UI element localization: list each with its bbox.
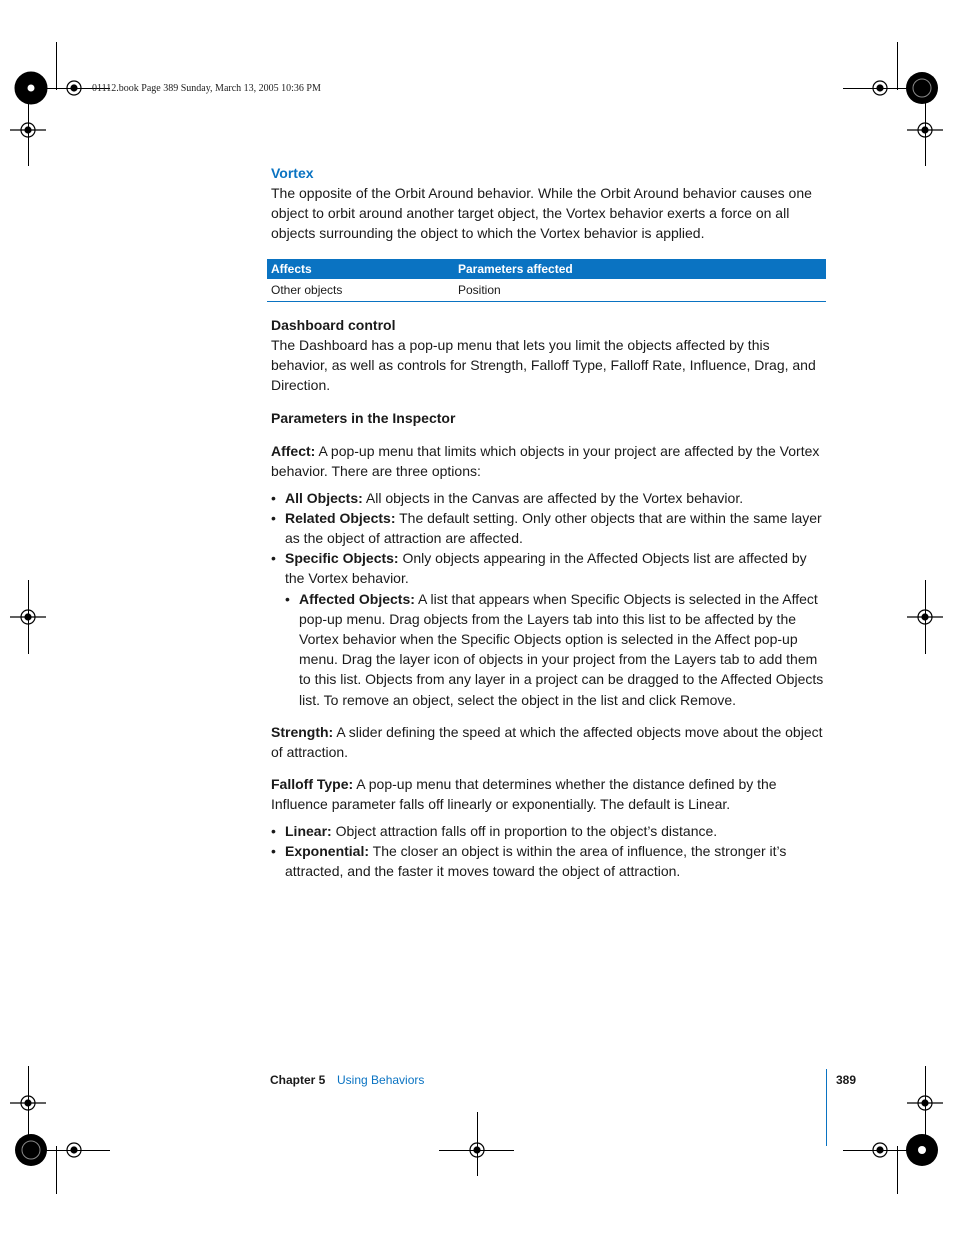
option-term: Specific Objects: — [285, 550, 399, 567]
affect-text: A pop-up menu that limits which objects in your project are affected by the Vortex behavior. There are three options: — [271, 443, 820, 480]
table-header-affects: Affects — [267, 259, 454, 279]
footer-chapter-title: Using Behaviors — [337, 1073, 425, 1087]
table-header-row — [267, 259, 826, 279]
option-text: The default setting. Only other objects that are within the same layer as the object of attraction are affected. — [285, 509, 822, 547]
affect-paragraph — [271, 441, 827, 481]
option-term: Affected Objects: — [299, 590, 415, 607]
list-item — [271, 488, 827, 508]
falloff-text: A pop-up menu that determines whether the distance defined by the Influence parameter falls off linearly or exponentially. The default is Linear. — [271, 776, 777, 813]
list-item — [271, 508, 827, 548]
print-slug: 01112.book Page 389 Sunday, March 13, 2005 10:36 PM — [92, 83, 321, 94]
table-row — [267, 279, 826, 302]
table-header-parameters: Parameters affected — [454, 259, 826, 279]
page-number: 389 — [836, 1073, 857, 1087]
starburst-icon — [15, 72, 47, 104]
dashboard-heading: Dashboard control — [271, 316, 396, 333]
intro-paragraph: The opposite of the Orbit Around behavior. While the Orbit Around behavior causes one object to orbit around another target object, the Vortex behavior exerts a force on all objects surrounding the object to which the Vortex behavior is applied. — [271, 185, 812, 242]
option-text: A list that appears when Specific Objects is selected in the Affect pop-up menu. Drag objects from the Layers tab into this list to be affected by the Vortex behavior when the Specific Objects option is selected in the Affect pop-up menu. Drag the layer icon of objects in your project from the Layers tab to add them to this list. Objects from any layer in a project can be dragged to the Affected Objects list. To remove an object, select the object in the list and click Remove. — [299, 590, 824, 708]
option-text: Only objects appearing in the Affected Objects list are affected by the Vortex behavior. — [285, 550, 807, 587]
footer-chapter: Chapter 5 — [270, 1073, 326, 1087]
affect-options-list — [271, 488, 827, 710]
starburst-icon — [906, 1134, 938, 1166]
option-term: Related Objects: — [285, 509, 396, 526]
option-text: Object attraction falls off in proportion to the object’s distance. — [331, 822, 718, 839]
strength-term: Strength: — [271, 723, 334, 740]
dashboard-paragraph: The Dashboard has a pop-up menu that lets you limit the objects affected by this behavior, as well as controls for Strength, Falloff Type, Falloff Rate, Influence, Drag, and Direction. — [271, 336, 816, 394]
option-term: Exponential: — [285, 842, 370, 859]
table-cell: Position — [454, 279, 826, 302]
strength-text: A slider defining the speed at which the affected objects move about the object of attraction. — [271, 723, 823, 761]
main-content — [271, 162, 827, 881]
option-term: All Objects: — [285, 489, 363, 506]
list-item — [271, 548, 827, 588]
strength-paragraph — [271, 722, 827, 762]
inspector-heading: Parameters in the Inspector — [271, 410, 456, 427]
parameters-table — [267, 259, 826, 302]
option-text: All objects in the Canvas are affected by the Vortex behavior. — [362, 489, 744, 506]
affect-term: Affect: — [271, 443, 316, 460]
list-item — [271, 841, 827, 881]
footer-divider — [826, 1069, 827, 1146]
option-term: Linear: — [285, 822, 332, 839]
list-item — [285, 589, 827, 710]
list-item — [271, 821, 827, 841]
starburst-icon — [906, 72, 938, 104]
falloff-term: Falloff Type: — [271, 776, 354, 793]
section-title: Vortex — [271, 165, 314, 181]
falloff-options-list — [271, 821, 827, 882]
option-text: The closer an object is within the area of influence, the stronger it’s attracted, and the faster it moves toward the object of attraction. — [285, 842, 787, 880]
falloff-paragraph — [271, 774, 827, 814]
table-cell: Other objects — [267, 279, 454, 302]
starburst-icon — [15, 1134, 47, 1166]
